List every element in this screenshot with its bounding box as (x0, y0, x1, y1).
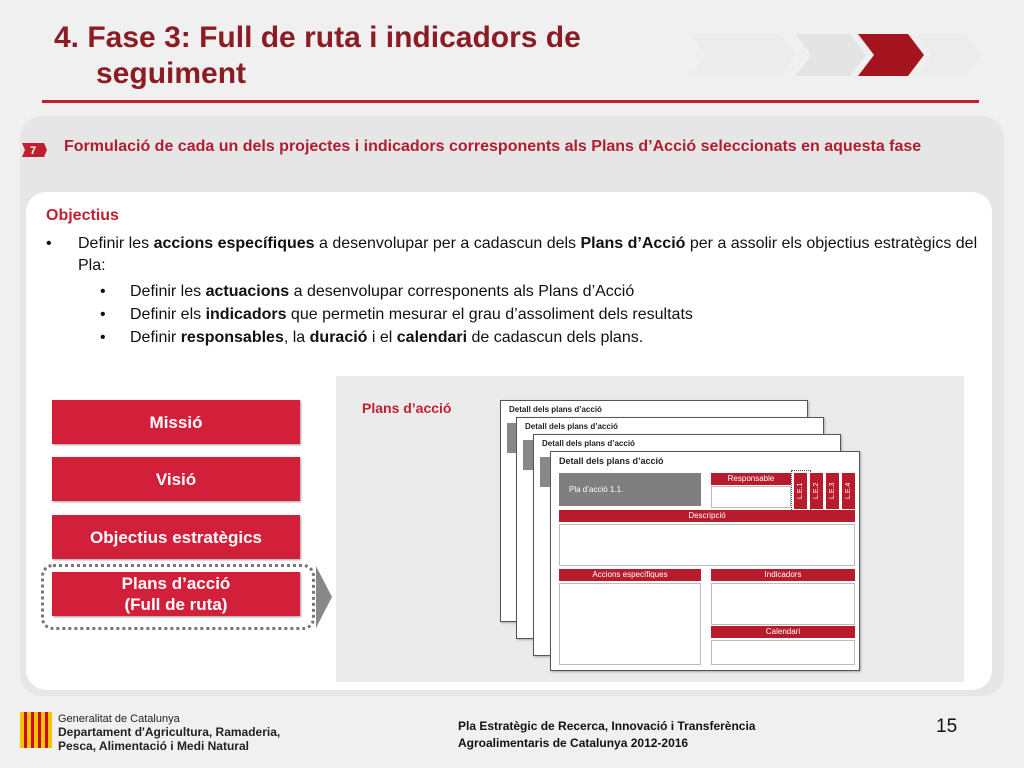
sub-bullet-actuacions: • Definir les actuacions a desenvolupar corresponents als Plans d’Acció (100, 283, 635, 300)
pointer-arrow-icon (316, 566, 332, 628)
plan-card-front: Detall dels plans d’acció Pla d’acció 1.1. Responsable L.E.1 L.E.2 L.E.3 L.E.4 Descripció Accions específiques Indicadors Calendari (550, 451, 860, 671)
le-2: L.E.2 (810, 473, 823, 509)
objectives-heading: Objectius (46, 207, 119, 224)
page-title (54, 20, 581, 92)
progress-chevrons (690, 30, 990, 80)
plans-label: Plans d’acció (362, 400, 452, 416)
footer-plan-title: Pla Estratègic de Recerca, Innovació i Transferència Agroalimentaris de Catalunya 2012-2016 (458, 719, 756, 750)
step-badge-icon (20, 142, 48, 158)
responsable-field (711, 486, 791, 508)
page-number: 15 (936, 716, 958, 737)
calendari-field (711, 640, 855, 665)
sub-bullet-indicadors: • Definir els indicadors que permetin mesurar el grau d’assoliment dels resultats (100, 306, 693, 323)
subheading: Formulació de cada un dels projectes i indicadors corresponents als Plans d’Acció seleccionats en aquesta fase (64, 138, 922, 155)
accions-field (559, 583, 701, 665)
main-bullet: • Definir les accions específiques a desenvolupar per a cadascun dels Plans d’Acció per a assolir els objectius estratègics del Pla: (46, 235, 978, 274)
title-line-1: 4. Fase 3: Full de ruta i indicadors de (54, 21, 581, 54)
chevron-step-3-active (858, 34, 924, 76)
svg-text:7: 7 (29, 145, 37, 157)
chevron-step-2 (795, 34, 866, 76)
descripcio-field (559, 524, 855, 566)
plan-name-box: Pla d’acció 1.1. (559, 473, 701, 506)
le-1: L.E.1 (794, 473, 807, 509)
missio-box: Missió (52, 400, 300, 444)
objectius-estrategics-box: Objectius estratègics (52, 515, 300, 559)
plans-accio-box: Plans d’acció (Full de ruta) (52, 572, 300, 616)
sub-bullet-responsables: • Definir responsables, la duració i el calendari de cadascun dels plans. (100, 329, 644, 346)
descripcio-header: Descripció (559, 510, 855, 522)
responsable-header: Responsable (711, 473, 791, 485)
plan-card-back-2: Detall dels plans d’acció (516, 417, 824, 639)
title-line-2: seguiment (96, 57, 247, 90)
chevron-step-1 (690, 34, 796, 76)
plan-card-back-3: Detall dels plans d’acció (533, 434, 841, 656)
logo-text: Generalitat de Catalunya Departament d'Agricultura, Ramaderia, Pesca, Alimentació i Medi Natural (58, 713, 281, 753)
indicadors-field (711, 583, 855, 625)
le-3: L.E.3 (826, 473, 839, 509)
accions-header: Accions específiques (559, 569, 701, 581)
plan-card-back-1: Detall dels plans d’acció (500, 400, 808, 622)
visio-box: Visió (52, 457, 300, 501)
chevron-step-4 (916, 34, 982, 76)
calendari-header: Calendari (711, 626, 855, 638)
le-4: L.E.4 (842, 473, 855, 509)
title-rule (42, 100, 979, 103)
generalitat-logo-icon (20, 712, 52, 752)
indicadors-header: Indicadors (711, 569, 855, 581)
